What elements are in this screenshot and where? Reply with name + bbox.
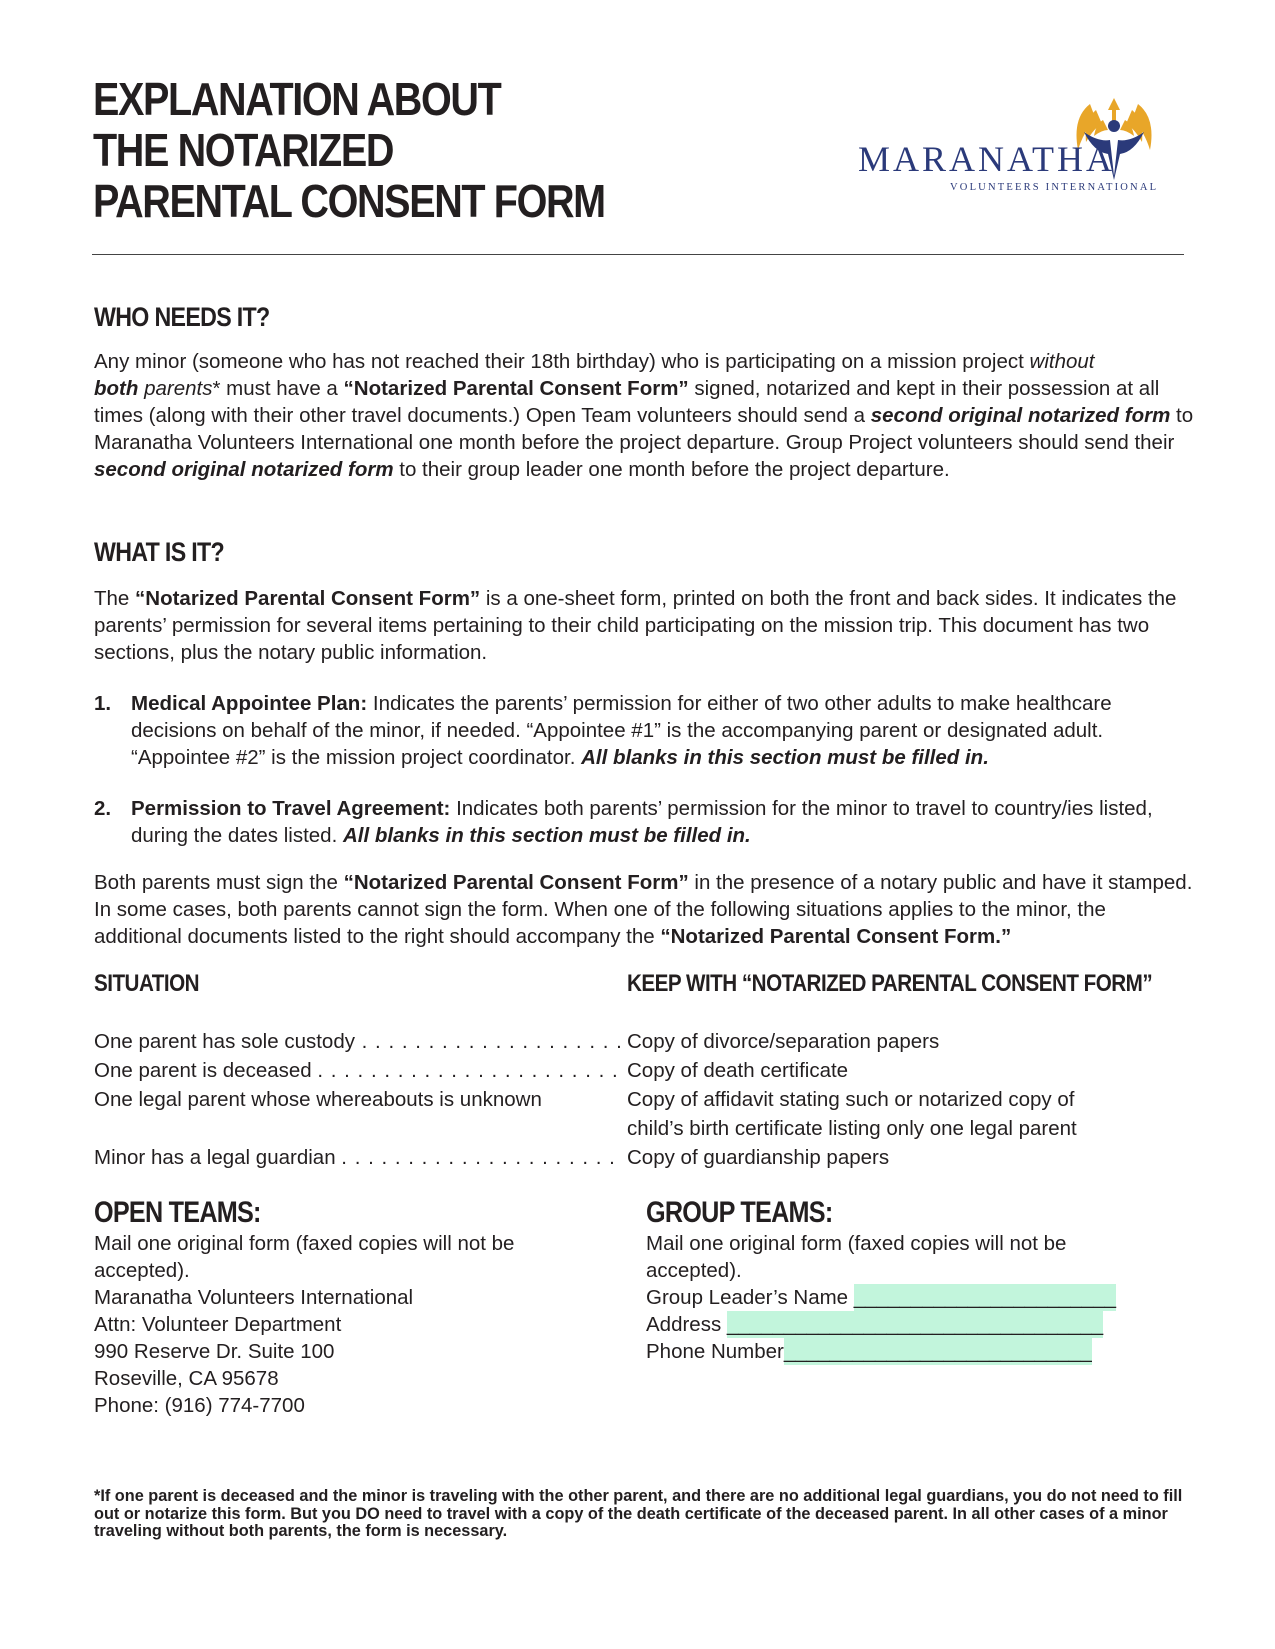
header-divider <box>92 254 1184 255</box>
logo-tagline: VOLUNTEERS INTERNATIONAL <box>950 182 1159 193</box>
situation-row <box>94 1056 1194 1085</box>
list-number: 2. <box>94 797 112 820</box>
situation-text: One parent is deceased . . . <box>94 1056 624 1085</box>
maranatha-logo <box>858 80 1158 200</box>
section-heading-what: WHAT IS IT? <box>94 537 225 567</box>
address-row: Address _________________________________ <box>646 1313 1104 1336</box>
required-document: Copy of affidavit stating such or notarized copy of child’s birth certificate listing only one legal parent <box>627 1088 1077 1140</box>
list-item-travel-agreement <box>94 795 1194 849</box>
situation-text: Minor has a legal guardian . . . <box>94 1143 624 1172</box>
list-item-medical-appointee <box>94 690 1194 771</box>
group-leader-name-row: Group Leader’s Name _______________________ <box>646 1286 1117 1309</box>
who-paragraph: Any minor (someone who has not reached their 18th birthday) who is participating on a mission project without both parents* must have a “Notarized Parental Consent Form” signed, notarized and kept in their possession at all times (along with their other travel documents.) Open Team volunteers should send a second original notarized form to Maranatha Volunteers International one month before the project departure. Group Project volunteers should send their second original notarized form to their group leader one month before the project departure. <box>94 350 1194 481</box>
footnote: *If one parent is deceased and the minor is traveling with the other parent, and there are no additional legal guardians, you do not need to fill out or notarize this form. But you DO need to travel with a copy of the death certificate of the deceased parent. In all other cases of a minor traveling without both parents, the form is necessary. <box>94 1487 1183 1540</box>
list-number: 1. <box>94 692 112 715</box>
list-body: Permission to Travel Agreement: Indicates both parents’ permission for the minor to travel to country/ies listed, during the dates listed. All blanks in this section must be filled in. <box>131 797 1153 847</box>
address-field[interactable]: _________________________________ <box>726 1313 1104 1336</box>
situation-row <box>94 1143 1194 1172</box>
list-body: Medical Appointee Plan: Indicates the parents’ permission for either of two other adults to make healthcare decisions on behalf of the minor, if needed. “Appointee #1” is the accompanying parent or designated adult. “Appointee #2” is the mission project coordinator. All blanks in this section must be filled in. <box>131 692 1112 769</box>
required-document: Copy of guardianship papers <box>627 1146 890 1169</box>
situation-text: One legal parent whose whereabouts is unknown <box>94 1088 542 1111</box>
title-line-1: EXPLANATION ABOUT <box>93 73 501 125</box>
keep-with-column-header: KEEP WITH “NOTARIZED PARENTAL CONSENT FORM” <box>627 970 1153 997</box>
group-leader-name-field[interactable]: _______________________ <box>853 1286 1117 1309</box>
situation-row <box>94 1027 1194 1056</box>
required-document: Copy of death certificate <box>627 1059 849 1082</box>
required-document: Copy of divorce/separation papers <box>627 1030 940 1053</box>
page-title <box>93 74 605 227</box>
situation-text: One parent has sole custody . . . <box>94 1027 624 1056</box>
group-teams-info: Mail one original form (faxed copies will not be accepted). Group Leader’s Name _______________________ Address _________________________________ Phone Number___________________________ <box>646 1232 1117 1363</box>
what-paragraph: The “Notarized Parental Consent Form” is a one-sheet form, printed on both the front and back sides. It indicates the parents’ permission for several items pertaining to their child participating on the mission trip. This document has two sections, plus the notary public information. <box>94 587 1177 664</box>
title-line-3: PARENTAL CONSENT FORM <box>93 175 605 227</box>
both-parents-paragraph: Both parents must sign the “Notarized Parental Consent Form” in the presence of a notary public and have it stamped. In some cases, both parents cannot sign the form. When one of the following situations applies to the minor, the additional documents listed to the right should accompany the “Notarized Parental Consent Form.” <box>94 871 1193 948</box>
title-line-2: THE NOTARIZED <box>93 124 394 176</box>
logo-wordmark: MARANATHA <box>858 139 1116 179</box>
situation-row <box>94 1085 1194 1143</box>
open-teams-heading: OPEN TEAMS: <box>94 1196 261 1229</box>
section-heading-who: WHO NEEDS IT? <box>94 302 270 332</box>
open-teams-address: Mail one original form (faxed copies will not be accepted). Maranatha Volunteers International Attn: Volunteer Department 990 Reserve Dr. Suite 100 Roseville, CA 95678 Phone: (916) 774-7700 <box>94 1232 515 1417</box>
phone-number-row: Phone Number___________________________ <box>646 1340 1092 1363</box>
group-teams-heading: GROUP TEAMS: <box>646 1196 833 1229</box>
situation-column-header: SITUATION <box>94 970 200 997</box>
phone-number-field[interactable]: ___________________________ <box>783 1340 1092 1363</box>
